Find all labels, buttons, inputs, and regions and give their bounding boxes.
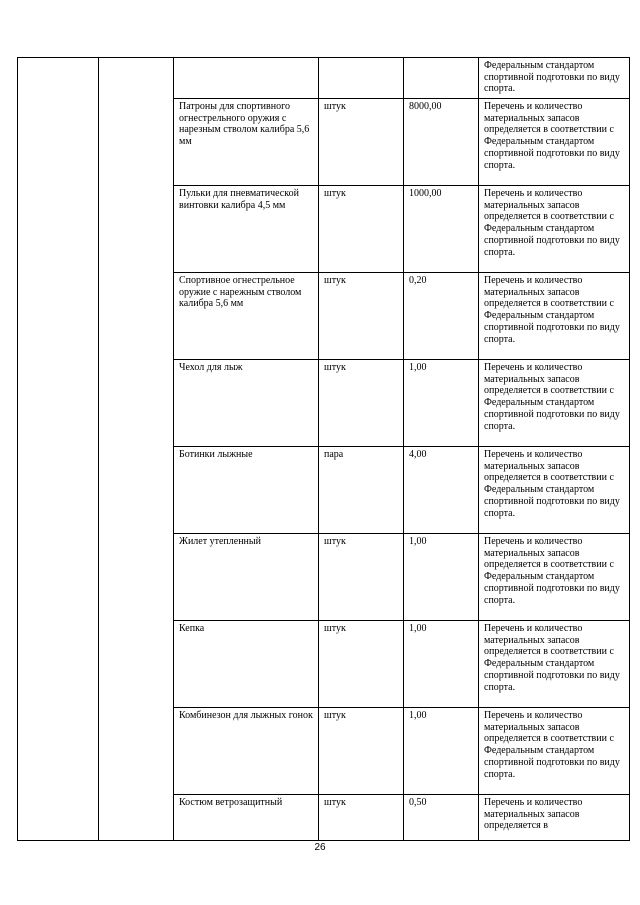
cell-unit: штук [319,186,404,273]
cell-unit: штук [319,273,404,360]
cell-note: Перечень и количество материальных запасов определяется в соответствии с Федеральным стандартом спортивной подготовки по виду спорта. [479,273,630,360]
cell-name: Ботинки лыжные [174,447,319,534]
cell-note: Перечень и количество материальных запасов определяется в соответствии с Федеральным стандартом спортивной подготовки по виду спорта. [479,99,630,186]
cell-note: Перечень и количество материальных запасов определяется в соответствии с Федеральным стандартом спортивной подготовки по виду спорта. [479,360,630,447]
merged-category-cell [99,58,174,841]
cell-note: Перечень и количество материальных запасов определяется в соответствии с Федеральным стандартом спортивной подготовки по виду спорта. [479,186,630,273]
cell-note: Перечень и количество материальных запасов определяется в соответствии с Федеральным стандартом спортивной подготовки по виду спорта. [479,447,630,534]
table-body [18,58,630,841]
cell-name: Пульки для пневматической винтовки калибра 4,5 мм [174,186,319,273]
cell-unit: штук [319,534,404,621]
merged-number-cell [18,58,99,841]
cell-qty: 0,20 [404,273,479,360]
cell-unit: штук [319,708,404,795]
cell-unit: штук [319,99,404,186]
page-number: 26 [314,842,326,853]
cell-qty: 1000,00 [404,186,479,273]
cell-qty: 8000,00 [404,99,479,186]
cell-qty: 1,00 [404,534,479,621]
cell-qty: 1,00 [404,360,479,447]
cell-note: Федеральным стандартом спортивной подготовки по виду спорта. [479,58,630,99]
cell-note: Перечень и количество материальных запасов определяется в соответствии с Федеральным стандартом спортивной подготовки по виду спорта. [479,534,630,621]
table-row-continuation [18,58,630,99]
cell-name: Костюм ветрозащитный [174,795,319,841]
cell-qty: 1,00 [404,708,479,795]
cell-qty: 4,00 [404,447,479,534]
cell-unit: пара [319,447,404,534]
resources-table [17,57,630,841]
cell-qty [404,58,479,99]
cell-name: Чехол для лыж [174,360,319,447]
cell-note: Перечень и количество материальных запасов определяется в [479,795,630,841]
cell-unit [319,58,404,99]
cell-name: Спортивное огнестрельное оружие с нарежным стволом калибра 5,6 мм [174,273,319,360]
cell-qty: 0,50 [404,795,479,841]
cell-name: Кепка [174,621,319,708]
cell-note: Перечень и количество материальных запасов определяется в соответствии с Федеральным стандартом спортивной подготовки по виду спорта. [479,621,630,708]
cell-name: Жилет утепленный [174,534,319,621]
cell-name: Патроны для спортивного огнестрельного оружия с нарезным стволом калибра 5,6 мм [174,99,319,186]
cell-name [174,58,319,99]
cell-unit: штук [319,621,404,708]
cell-note: Перечень и количество материальных запасов определяется в соответствии с Федеральным стандартом спортивной подготовки по виду спорта. [479,708,630,795]
cell-unit: штук [319,360,404,447]
cell-name: Комбинезон для лыжных гонок [174,708,319,795]
cell-unit: штук [319,795,404,841]
cell-qty: 1,00 [404,621,479,708]
